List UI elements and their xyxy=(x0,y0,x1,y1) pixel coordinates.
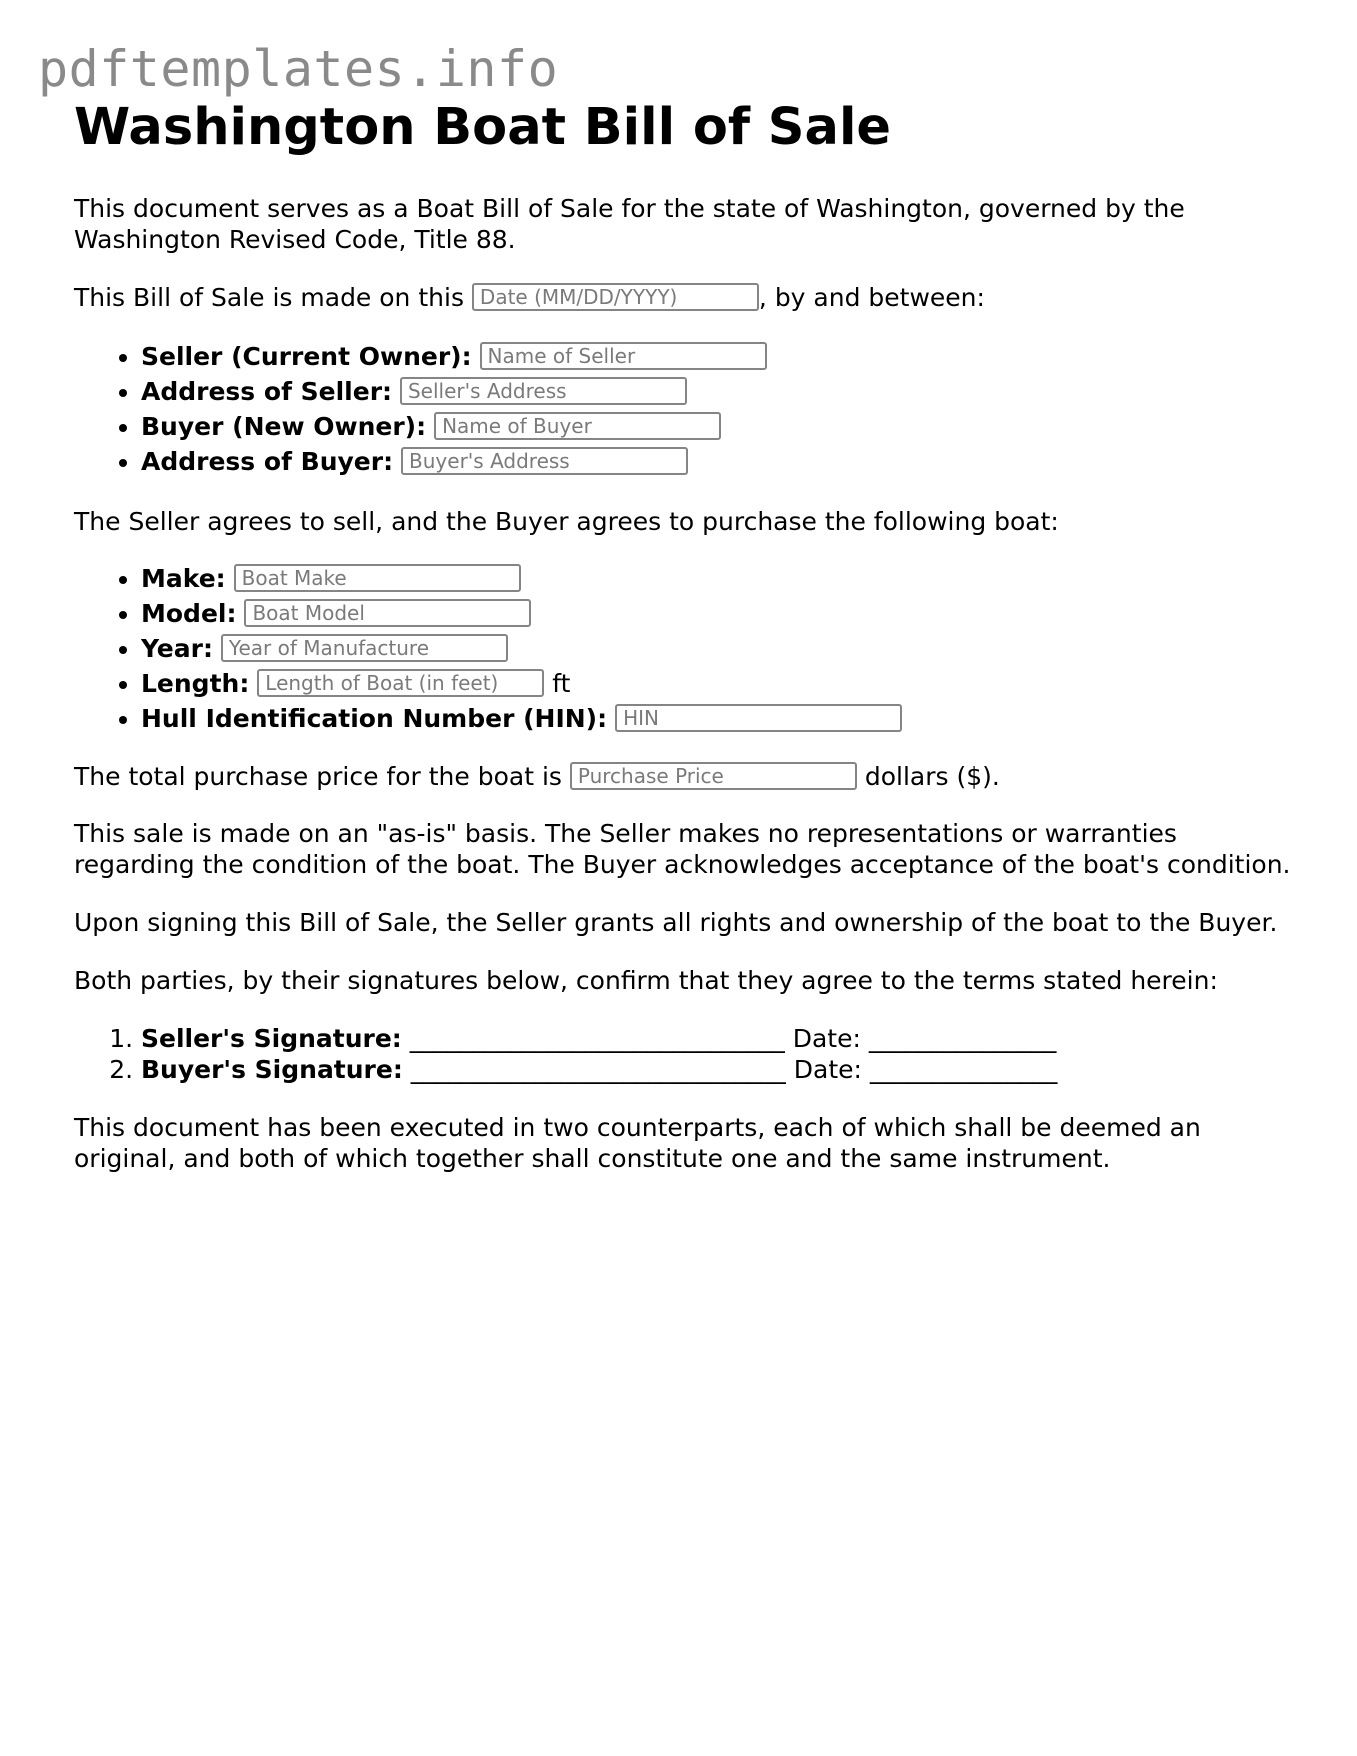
list-item xyxy=(141,1023,1304,1054)
buyer-date-label: Date: xyxy=(793,1055,862,1084)
seller-date-label: Date: xyxy=(792,1024,861,1053)
seller-signature-label: Seller's Signature: xyxy=(141,1024,402,1053)
year-field[interactable]: Year of Manufacture xyxy=(221,634,508,662)
buyer-address-label: Address of Buyer: xyxy=(141,447,394,476)
purchase-price-field[interactable]: Purchase Price xyxy=(570,762,857,790)
signatures-list xyxy=(74,1023,1304,1085)
make-label: Make: xyxy=(141,564,226,593)
seller-address-label: Address of Seller: xyxy=(141,377,393,406)
buyer-name-field[interactable]: Name of Buyer xyxy=(434,412,721,440)
list-item xyxy=(141,561,1304,596)
watermark: pdftemplates.info xyxy=(38,40,559,98)
made-on-prefix: This Bill of Sale is made on this xyxy=(74,283,464,312)
length-field[interactable]: Length of Boat (in feet) xyxy=(257,669,544,697)
length-label: Length: xyxy=(141,669,250,698)
price-paragraph xyxy=(74,761,1304,792)
list-item xyxy=(141,409,1304,444)
seller-name-field[interactable]: Name of Seller xyxy=(480,342,767,370)
made-on-paragraph xyxy=(74,282,1304,313)
year-label: Year: xyxy=(141,634,213,663)
length-unit: ft xyxy=(552,669,571,698)
buyer-address-field[interactable]: Buyer's Address xyxy=(401,447,688,475)
execution-paragraph: This document has been executed in two counterparts, each of which shall be deemed an original, and both of which together shall constitute one and the same instrument. xyxy=(74,1113,1201,1173)
seller-address-field[interactable]: Seller's Address xyxy=(400,377,687,405)
sale-date-field[interactable]: Date (MM/DD/YYYY) xyxy=(472,283,759,311)
list-item xyxy=(141,339,1304,374)
parties-list xyxy=(74,339,1304,479)
hin-label: Hull Identification Number (HIN): xyxy=(141,704,608,733)
seller-date-line[interactable]: _______________ xyxy=(868,1024,1057,1053)
price-suffix: dollars ($). xyxy=(864,762,1000,791)
seller-name-label: Seller (Current Owner): xyxy=(141,342,472,371)
page-title: Washington Boat Bill of Sale xyxy=(74,98,892,157)
list-item xyxy=(141,1054,1304,1085)
list-item xyxy=(141,666,1304,701)
list-item xyxy=(141,701,1304,736)
list-item xyxy=(141,374,1304,409)
buyer-signature-line[interactable]: ______________________________ xyxy=(410,1055,786,1084)
model-label: Model: xyxy=(141,599,237,628)
list-item xyxy=(141,444,1304,479)
both-parties-paragraph: Both parties, by their signatures below, confirm that they agree to the terms stated herein: xyxy=(74,966,1218,995)
intro-paragraph: This document serves as a Boat Bill of Sale for the state of Washington, governed by the Washington Revised Code, Title 88. xyxy=(74,194,1185,254)
list-item xyxy=(141,631,1304,666)
model-field[interactable]: Boat Model xyxy=(244,599,531,627)
make-field[interactable]: Boat Make xyxy=(234,564,521,592)
boat-details-list xyxy=(74,561,1304,736)
agreement-paragraph: The Seller agrees to sell, and the Buyer agrees to purchase the following boat: xyxy=(74,507,1059,536)
buyer-signature-label: Buyer's Signature: xyxy=(141,1055,403,1084)
as-is-paragraph: This sale is made on an "as-is" basis. The Seller makes no representations or warranties regarding the condition of the boat. The Buyer acknowledges acceptance of the boat's condition. xyxy=(74,819,1291,879)
rights-paragraph: Upon signing this Bill of Sale, the Seller grants all rights and ownership of the boat to the Buyer. xyxy=(74,908,1278,937)
document-body xyxy=(74,96,1304,1174)
seller-signature-line[interactable]: ______________________________ xyxy=(409,1024,785,1053)
made-on-suffix: , by and between: xyxy=(758,283,985,312)
list-item xyxy=(141,596,1304,631)
hin-field[interactable]: HIN xyxy=(615,704,902,732)
buyer-name-label: Buyer (New Owner): xyxy=(141,412,427,441)
price-prefix: The total purchase price for the boat is xyxy=(74,762,562,791)
buyer-date-line[interactable]: _______________ xyxy=(869,1055,1058,1084)
